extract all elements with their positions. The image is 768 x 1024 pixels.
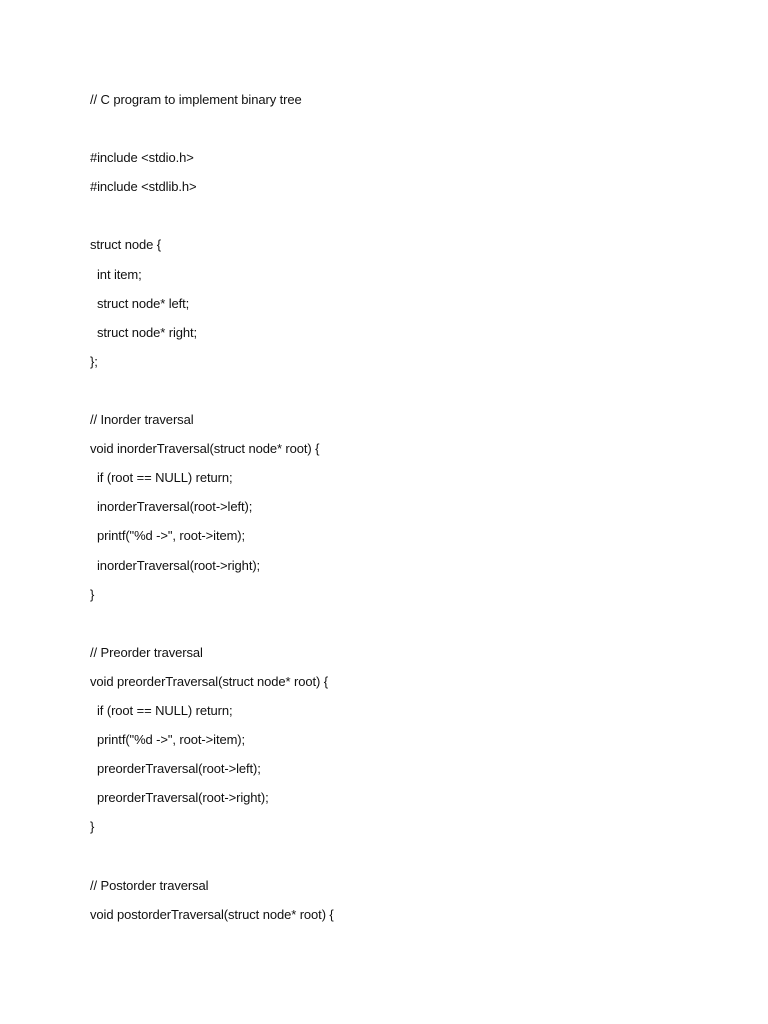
- code-line: preorderTraversal(root->left);: [90, 761, 261, 777]
- code-line: };: [90, 353, 98, 369]
- code-line: // Inorder traversal: [90, 412, 194, 428]
- code-line: [90, 379, 334, 408]
- code-listing: [90, 88, 334, 932]
- code-line: int item;: [90, 266, 142, 282]
- code-line: inorderTraversal(root->left);: [90, 499, 253, 515]
- code-line: printf("%d ->", root->item);: [90, 732, 246, 748]
- code-line: if (root == NULL) return;: [90, 470, 233, 486]
- code-line: struct node* right;: [90, 324, 198, 340]
- code-line: // Postorder traversal: [90, 877, 209, 893]
- code-line: // C program to implement binary tree: [90, 92, 302, 107]
- code-line: void inorderTraversal(struct node* root) {: [90, 441, 320, 457]
- code-line: struct node {: [90, 237, 161, 253]
- code-line: inorderTraversal(root->right);: [90, 557, 261, 573]
- code-line: preorderTraversal(root->right);: [90, 790, 269, 806]
- code-line: [90, 117, 334, 146]
- code-line: // Preorder traversal: [90, 644, 203, 660]
- code-line: #include <stdlib.h>: [90, 179, 197, 195]
- code-line: if (root == NULL) return;: [90, 702, 233, 718]
- code-line: [90, 612, 334, 641]
- code-line: }: [90, 586, 95, 602]
- code-line: [90, 204, 334, 233]
- code-line: void postorderTraversal(struct node* root) {: [90, 906, 334, 922]
- code-line: [90, 844, 334, 873]
- code-line: void preorderTraversal(struct node* root) {: [90, 673, 328, 689]
- code-line: }: [90, 819, 95, 835]
- code-line: struct node* left;: [90, 295, 190, 311]
- code-line: printf("%d ->", root->item);: [90, 528, 246, 544]
- code-line: #include <stdio.h>: [90, 150, 194, 166]
